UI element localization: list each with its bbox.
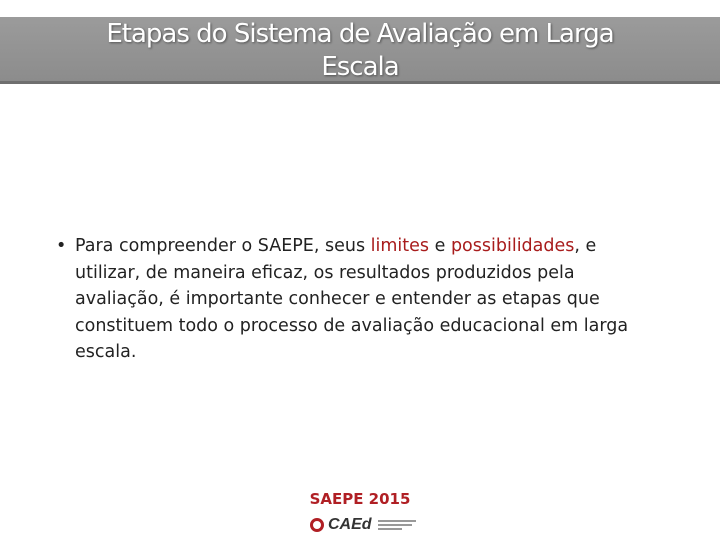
slide-title-line-1: Etapas do Sistema de Avaliação em Larga bbox=[106, 19, 614, 49]
highlight-limites: limites bbox=[370, 236, 430, 256]
caed-logo bbox=[310, 515, 416, 535]
logo-text: CAEd bbox=[328, 516, 372, 533]
slide-title bbox=[0, 18, 720, 84]
bullet-text-part-1: Para compreender o SAEPE, seus bbox=[75, 236, 371, 256]
footer-label: SAEPE 2015 bbox=[309, 490, 411, 508]
slide-title-line-2: Escala bbox=[321, 52, 399, 82]
bullet-item bbox=[56, 233, 666, 366]
logo-lines bbox=[378, 520, 416, 530]
logo-mark-icon bbox=[310, 518, 324, 532]
bullet-text-part-2: e bbox=[429, 236, 451, 256]
bullet-text-part-3: , e utilizar, de maneira eficaz, os resultados produzidos pela avaliação, é importante conhecer e entender as etapas que constituem todo o processo de avaliação educacional em larga escala. bbox=[75, 236, 629, 362]
bullet-marker: • bbox=[56, 236, 67, 256]
slide-content bbox=[56, 233, 666, 366]
highlight-possibilidades: possibilidades bbox=[450, 236, 575, 256]
